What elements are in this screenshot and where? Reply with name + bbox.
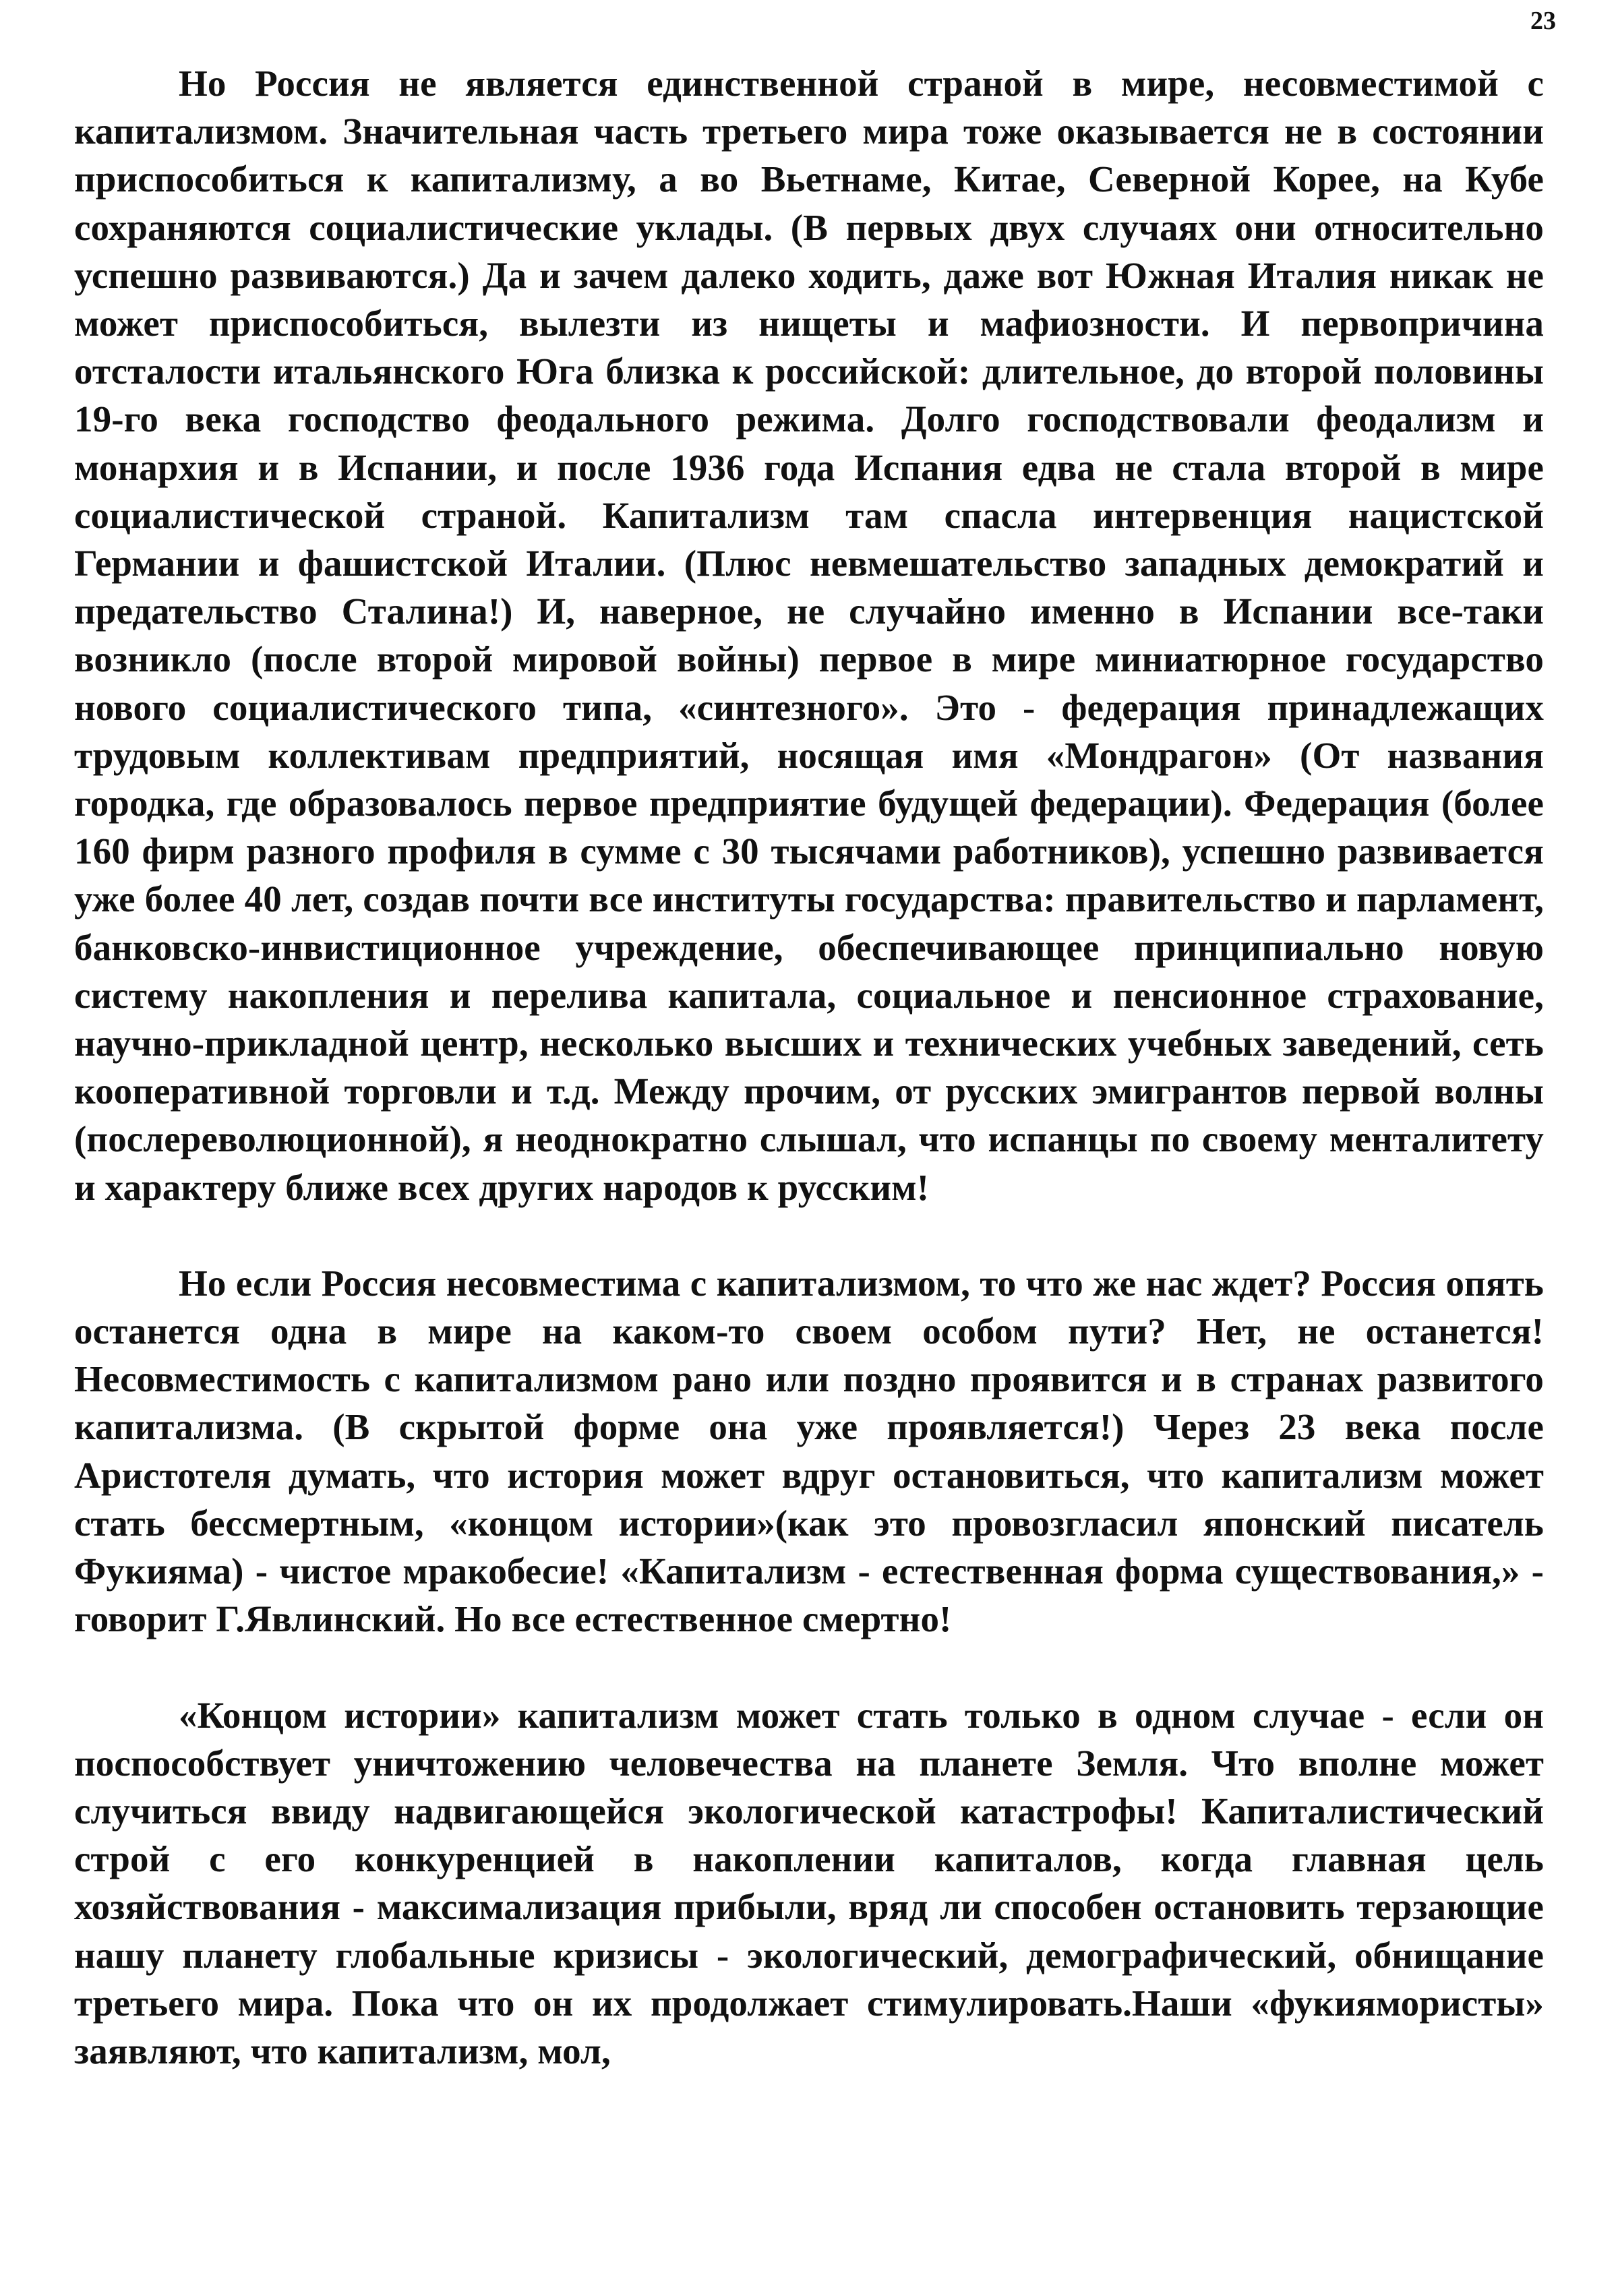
document-body — [74, 59, 1544, 2075]
page-number: 23 — [1530, 7, 1556, 35]
paragraph-3: «Концом истории» капитализм может стать только в одном случае - если он поспособствует уничтожению человечества на планете Земля. Что вполне может случиться ввиду надвигающейся экологической катастрофы! Капиталистический строй с его конкуренцией в накоплении капиталов, когда главная цель хозяйствования - максимализация прибыли, вряд ли способен остановить терзающие нашу планету глобальные кризисы - экологический, демографический, обнищание третьего мира. Пока что он их продолжает стимулировать.Наши «фукиямористы» заявляют, что капитализм, мол, — [74, 1694, 1544, 2072]
paragraph-1: Но Россия не является единственной страной в мире, несовместимой с капитализмом. Значительная часть третьего мира тоже оказывается не в состоянии приспособиться к капитализму, а во Вьетнаме, Китае, Северной Корее, на Кубе сохраняются социалистические уклады. (В первых двух случаях они относительно успешно развиваются.) Да и зачем далеко ходить, даже вот Южная Италия никак не может приспособиться, вылезти из нищеты и мафиозности. И первопричина отсталости итальянского Юга близка к российской: длительное, до второй половины 19-го века господство феодального режима. Долго господствовали феодализм и монархия и в Испании, и после 1936 года Испания едва не стала второй в мире социалистической страной. Капитализм там спасла интервенция нацистской Германии и фашистской Италии. (Плюс невмешательство западных демократий и предательство Сталина!) И, наверное, не случайно именно в Испании все-таки возникло (после второй мировой войны) первое в мире миниатюрное государство нового социалистического типа, «синтезного». Это - федерация принадлежащих трудовым коллективам предприятий, носящая имя «Мондрагон» (От названия городка, где образовалось первое предприятие будущей федерации). Федерация (более 160 фирм разного профиля в сумме с 30 тысячами работников), успешно развивается уже более 40 лет, создав почти все институты государства: правительство и парламент, банковско-инвистиционное учреждение, обеспечивающее принципиально новую систему накопления и перелива капитала, социальное и пенсионное страхование, научно-прикладной центр, несколько высших и технических учебных заведений, сеть кооперативной торговли и т.д. Между прочим, от русских эмигрантов первой волны (послереволюционной), я неоднократно слышал, что испанцы по своему менталитету и характеру ближе всех других народов к русским! — [74, 63, 1544, 1208]
paragraph-2: Но если Россия несовместима с капитализмом, то что же нас ждет? Россия опять останется одна в мире на каком-то своем особом пути? Нет, не останется! Несовместимость с капитализмом рано или поздно проявится и в странах развитого капитализма. (В скрытой форме она уже проявляется!) Через 23 века после Аристотеля думать, что история может вдруг остановиться, что капитализм может стать бессмертным, «концом истории»(как это провозгласил японский писатель Фукияма) - чистое мракобесие! «Капитализм - естественная форма существования,» - говорит Г.Явлинский. Но все естественное смертно! — [74, 1262, 1544, 1640]
